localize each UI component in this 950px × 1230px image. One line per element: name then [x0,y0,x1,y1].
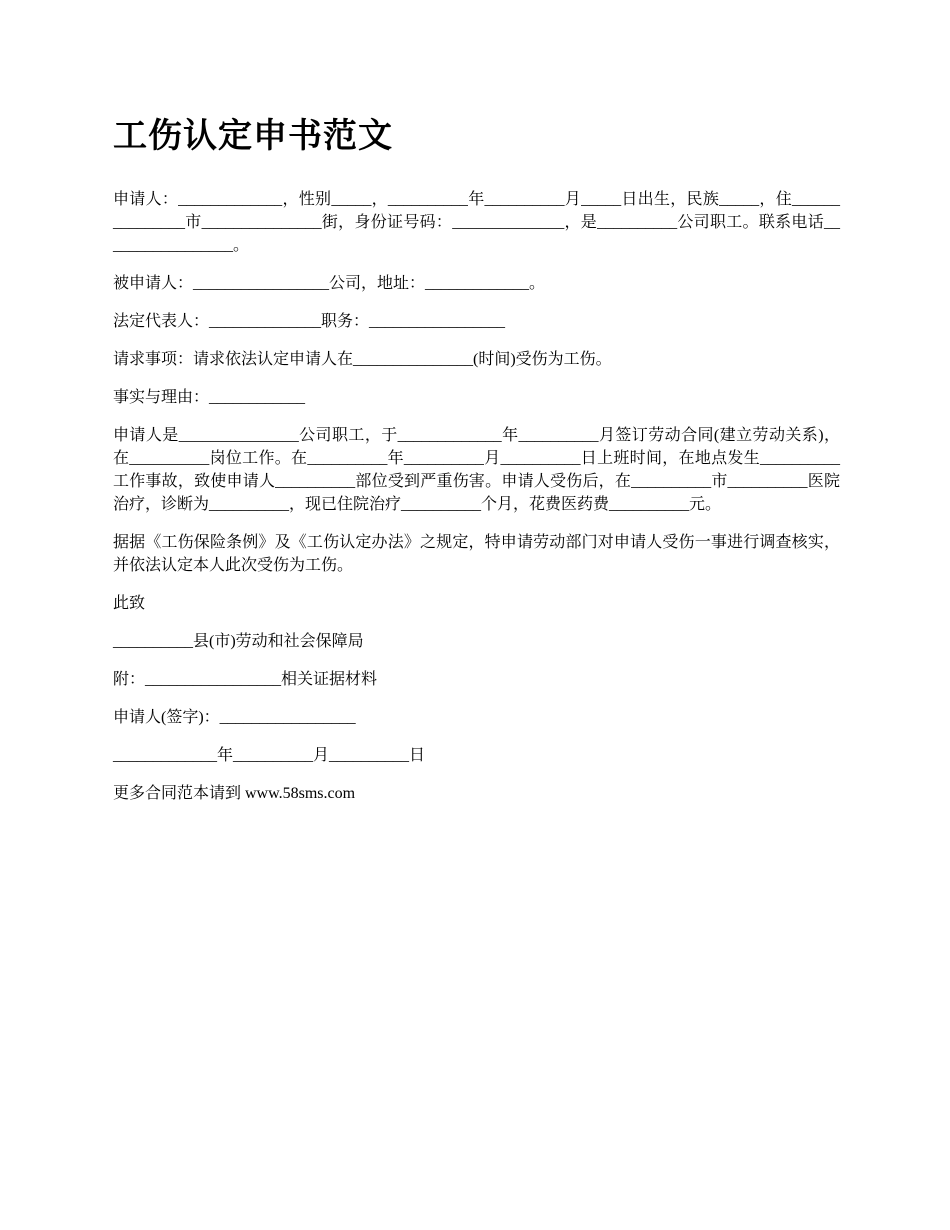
request-paragraph: 请求事项：请求依法认定申请人在_______________(时间)受伤为工伤。 [113,351,612,368]
signature-line: 申请人(签字)：_________________ [113,709,356,726]
facts-paragraph: 申请人是_______________公司职工，于_____________年__________月签订劳动合同(建立劳动关系)，在__________岗位工作。在__________年__________月__________日上班时间，在地点发生__________工作事故，致使申请人__________部位受到严重伤害。申请人受伤后，在__________市__________医院治疗，诊断为__________，现已住院治疗__________个月，花费医药费__________元。 [113,427,840,513]
date-line: _____________年__________月__________日 [113,747,426,764]
attachment-line: 附：_________________相关证据材料 [113,671,378,688]
facts-reasons-heading: 事实与理由：____________ [113,389,306,406]
salutation: 此致 [113,595,146,612]
document-title: 工伤认定申书范文 [113,116,393,156]
applicant-info-paragraph: 申请人：_____________，性别_____，__________年__________月_____日出生，民族_____，住_______________市_______________街，身份证号码：______________，是__________公司职工。联系电话_________________。 [113,191,840,254]
footer-link-text: 更多合同范本请到 www.58sms.com [113,785,356,802]
respondent-paragraph: 被申请人：_________________公司，地址：_____________。 [113,275,546,292]
document-page [113,112,840,820]
recipient-bureau: __________县(市)劳动和社会保障局 [113,633,364,650]
regulation-paragraph: 据据《工伤保险条例》及《工伤认定办法》之规定，特申请劳动部门对申请人受伤一事进行调查核实，并依法认定本人此次受伤为工伤。 [113,534,840,574]
legal-representative-paragraph: 法定代表人：______________职务：_________________ [113,313,506,330]
